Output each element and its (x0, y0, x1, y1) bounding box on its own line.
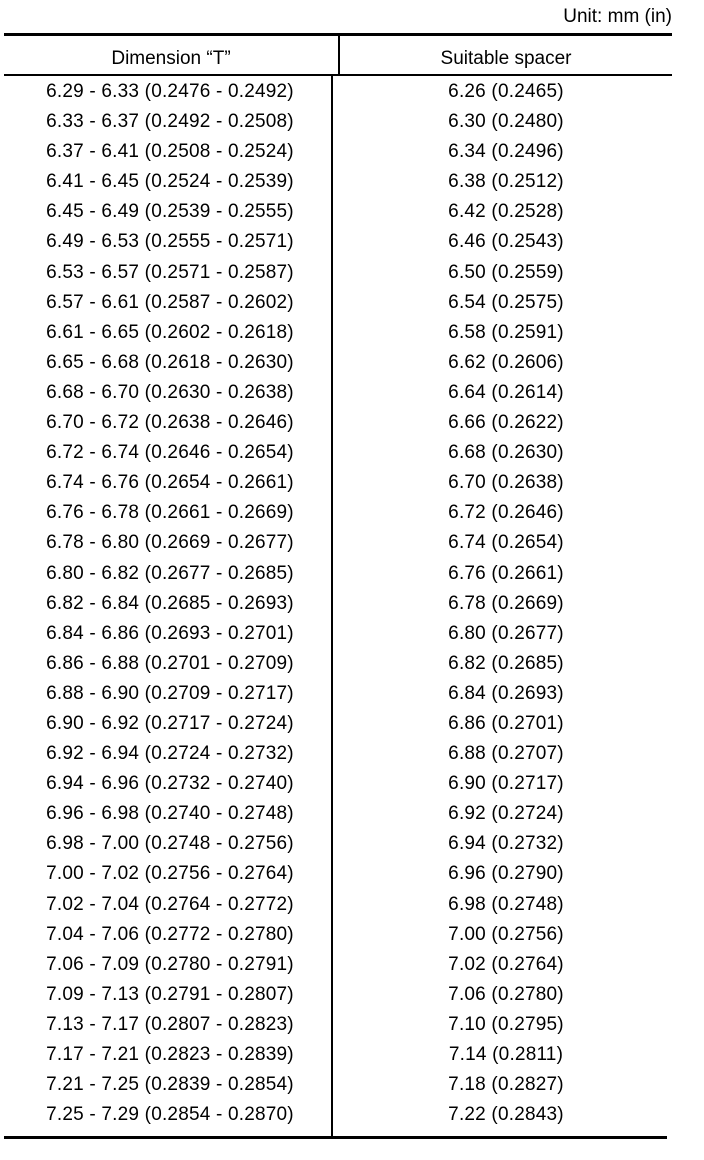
suitable-spacer-cell: 6.30 (0.2480) (448, 111, 564, 133)
dimension-t-cell: 6.84 - 6.86 (0.2693 - 0.2701) (46, 622, 294, 644)
dimension-t-cell: 6.86 - 6.88 (0.2701 - 0.2709) (46, 652, 294, 674)
table-row (4, 799, 672, 829)
spacer-selection-table (4, 33, 672, 1139)
table-bottom-rule (4, 1136, 667, 1139)
dimension-t-cell: 6.88 - 6.90 (0.2709 - 0.2717) (46, 682, 294, 704)
table-row (4, 227, 672, 257)
suitable-spacer-cell: 6.82 (0.2685) (448, 652, 564, 674)
suitable-spacer-cell: 6.58 (0.2591) (448, 321, 564, 343)
suitable-spacer-cell: 6.64 (0.2614) (448, 381, 564, 403)
table-row (4, 709, 672, 739)
suitable-spacer-cell: 6.76 (0.2661) (448, 562, 564, 584)
dimension-t-cell: 6.57 - 6.61 (0.2587 - 0.2602) (46, 291, 294, 313)
table-row (4, 559, 672, 589)
dimension-t-cell: 7.06 - 7.09 (0.2780 - 0.2791) (46, 953, 294, 975)
dimension-t-cell: 7.17 - 7.21 (0.2823 - 0.2839) (46, 1044, 294, 1065)
dimension-t-cell: 6.98 - 7.00 (0.2748 - 0.2756) (46, 833, 294, 855)
dimension-t-cell: 6.53 - 6.57 (0.2571 - 0.2587) (46, 261, 294, 283)
table-row (4, 348, 672, 378)
suitable-spacer-cell: 6.68 (0.2630) (448, 442, 564, 464)
table-row (4, 258, 672, 288)
table-row (4, 528, 672, 558)
suitable-spacer-cell: 6.62 (0.2606) (448, 351, 564, 373)
suitable-spacer-cell: 6.54 (0.2575) (448, 291, 564, 313)
table-row (4, 107, 672, 137)
table-row (4, 378, 672, 408)
table-row (4, 197, 672, 227)
table-row (4, 1100, 672, 1130)
dimension-t-cell: 6.70 - 6.72 (0.2638 - 0.2646) (46, 412, 294, 434)
dimension-t-cell: 6.92 - 6.94 (0.2724 - 0.2732) (46, 743, 294, 765)
suitable-spacer-cell: 7.06 (0.2780) (448, 983, 564, 1005)
table-row (4, 679, 672, 709)
table-row (4, 1070, 672, 1100)
table-row (4, 1010, 672, 1040)
suitable-spacer-cell: 6.34 (0.2496) (448, 141, 564, 163)
dimension-t-cell: 6.80 - 6.82 (0.2677 - 0.2685) (46, 562, 294, 584)
table-row (4, 890, 672, 920)
table-row (4, 769, 672, 799)
suitable-spacer-cell: 6.92 (0.2724) (448, 803, 564, 825)
suitable-spacer-cell: 6.42 (0.2528) (448, 201, 564, 223)
table-row (4, 829, 672, 859)
table-row (4, 167, 672, 197)
dimension-t-cell: 6.41 - 6.45 (0.2524 - 0.2539) (46, 171, 294, 193)
table-row (4, 1040, 672, 1070)
dimension-t-cell: 6.82 - 6.84 (0.2685 - 0.2693) (46, 592, 294, 614)
suitable-spacer-cell: 6.84 (0.2693) (448, 682, 564, 704)
suitable-spacer-cell: 6.70 (0.2638) (448, 472, 564, 494)
suitable-spacer-cell: 6.38 (0.2512) (448, 171, 564, 193)
dimension-t-cell: 7.09 - 7.13 (0.2791 - 0.2807) (46, 983, 294, 1005)
dimension-t-cell: 7.21 - 7.25 (0.2839 - 0.2854) (46, 1074, 294, 1096)
column-divider (331, 76, 333, 1136)
suitable-spacer-cell: 7.10 (0.2795) (448, 1013, 564, 1035)
suitable-spacer-cell: 6.98 (0.2748) (448, 893, 564, 915)
suitable-spacer-cell: 6.90 (0.2717) (448, 773, 564, 795)
suitable-spacer-cell: 6.96 (0.2790) (448, 863, 564, 885)
dimension-t-cell: 6.45 - 6.49 (0.2539 - 0.2555) (46, 201, 294, 223)
suitable-spacer-cell: 7.14 (0.2811) (448, 1044, 564, 1065)
table-row (4, 950, 672, 980)
dimension-t-cell: 6.72 - 6.74 (0.2646 - 0.2654) (46, 442, 294, 464)
suitable-spacer-cell: 6.94 (0.2732) (448, 833, 564, 855)
dimension-t-cell: 6.29 - 6.33 (0.2476 - 0.2492) (46, 81, 294, 102)
dimension-t-cell: 6.61 - 6.65 (0.2602 - 0.2618) (46, 321, 294, 343)
header-suitable-spacer: Suitable spacer (440, 47, 572, 69)
table-header-row (4, 36, 672, 76)
table-row (4, 288, 672, 318)
dimension-t-cell: 7.00 - 7.02 (0.2756 - 0.2764) (46, 863, 294, 885)
table-row (4, 619, 672, 649)
dimension-t-cell: 6.90 - 6.92 (0.2717 - 0.2724) (46, 712, 294, 734)
dimension-t-cell: 7.02 - 7.04 (0.2764 - 0.2772) (46, 893, 294, 915)
suitable-spacer-cell: 6.74 (0.2654) (448, 532, 564, 554)
dimension-t-cell: 6.37 - 6.41 (0.2508 - 0.2524) (46, 141, 294, 163)
dimension-t-cell: 6.68 - 6.70 (0.2630 - 0.2638) (46, 381, 294, 403)
suitable-spacer-cell: 6.72 (0.2646) (448, 502, 564, 524)
dimension-t-cell: 6.65 - 6.68 (0.2618 - 0.2630) (46, 351, 294, 373)
table-row (4, 318, 672, 348)
dimension-t-cell: 6.33 - 6.37 (0.2492 - 0.2508) (46, 111, 294, 133)
suitable-spacer-cell: 6.26 (0.2465) (448, 81, 564, 102)
dimension-t-cell: 6.96 - 6.98 (0.2740 - 0.2748) (46, 803, 294, 825)
suitable-spacer-cell: 6.46 (0.2543) (448, 231, 564, 253)
dimension-t-cell: 6.76 - 6.78 (0.2661 - 0.2669) (46, 502, 294, 524)
table-row (4, 137, 672, 167)
suitable-spacer-cell: 6.80 (0.2677) (448, 622, 564, 644)
table-row (4, 498, 672, 528)
dimension-t-cell: 6.78 - 6.80 (0.2669 - 0.2677) (46, 532, 294, 554)
table-row (4, 980, 672, 1010)
suitable-spacer-cell: 6.86 (0.2701) (448, 712, 564, 734)
table-row (4, 589, 672, 619)
suitable-spacer-cell: 6.88 (0.2707) (448, 743, 564, 765)
unit-label: Unit: mm (in) (563, 6, 672, 27)
suitable-spacer-cell: 7.00 (0.2756) (448, 923, 564, 945)
dimension-t-cell: 6.74 - 6.76 (0.2654 - 0.2661) (46, 472, 294, 494)
table-row (4, 438, 672, 468)
table-row (4, 739, 672, 769)
suitable-spacer-cell: 7.02 (0.2764) (448, 953, 564, 975)
suitable-spacer-cell: 6.78 (0.2669) (448, 592, 564, 614)
header-dimension-t: Dimension “T” (4, 36, 340, 74)
table-row (4, 77, 672, 107)
table-row (4, 408, 672, 438)
table-row (4, 649, 672, 679)
table-body (4, 76, 672, 1136)
suitable-spacer-cell: 6.66 (0.2622) (448, 412, 564, 434)
dimension-t-cell: 6.49 - 6.53 (0.2555 - 0.2571) (46, 231, 294, 253)
dimension-t-cell: 6.94 - 6.96 (0.2732 - 0.2740) (46, 773, 294, 795)
table-row (4, 859, 672, 889)
dimension-t-cell: 7.25 - 7.29 (0.2854 - 0.2870) (46, 1104, 294, 1126)
dimension-t-cell: 7.04 - 7.06 (0.2772 - 0.2780) (46, 923, 294, 945)
suitable-spacer-cell: 7.22 (0.2843) (448, 1104, 564, 1126)
dimension-t-cell: 7.13 - 7.17 (0.2807 - 0.2823) (46, 1013, 294, 1035)
suitable-spacer-cell: 7.18 (0.2827) (448, 1074, 564, 1096)
table-row (4, 920, 672, 950)
suitable-spacer-cell: 6.50 (0.2559) (448, 261, 564, 283)
table-row (4, 468, 672, 498)
